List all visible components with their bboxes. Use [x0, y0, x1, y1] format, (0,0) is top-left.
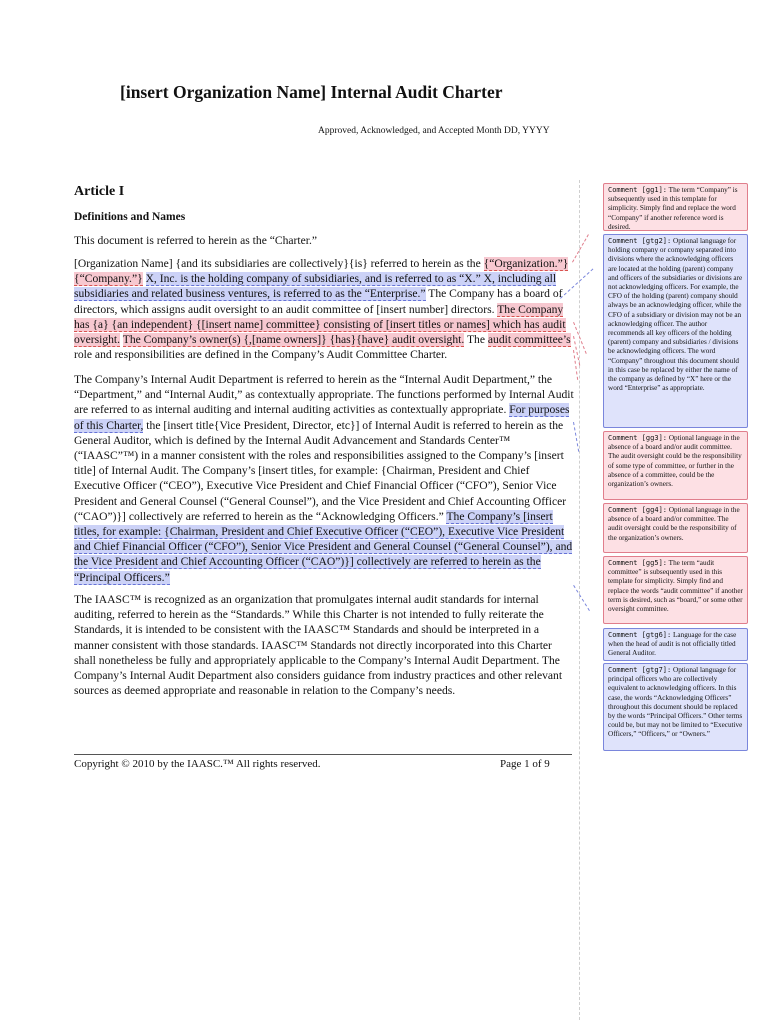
comment-text: Optional language for holding company or company separated into divisions where the acknowledging officers are located at the holding (parent) company and officers of the subsidiaries or divisions are not acknowledging officers. For example, the CFO of the holding (parent) company should always be an acknowledging officer, while the CFO of a subsidiary or division may not be an acknowledging officer. The author recommends all key officers of the holding (parent) company and subsidiaries / divisions be acknowledging officers. The word “Company” throughout this document should in this case be replaced by either the name of the company as defined by “X” here or the word “Enterprise” as appropriate. [608, 237, 743, 393]
text-run: [Organization Name] {and its subsidiaries are collectively}{is} referred to herein as the [74, 257, 484, 270]
comment-gtg6[interactable] [603, 628, 748, 661]
section-heading: Definitions and Names [74, 211, 186, 223]
comment-gg4[interactable] [603, 503, 748, 553]
comment-id: Comment [gtg7]: [608, 666, 672, 674]
text-run: The Company has a board of directors, which assigns audit oversight to an audit committee of [insert number] directors. [74, 287, 563, 316]
footer-copyright: Copyright © 2010 by the IAASC.™ All rights reserved. [74, 758, 321, 770]
comment-gg1[interactable] [603, 183, 748, 231]
comment-anchor-gg1[interactable]: {“Organization.”}{“Company.”} [74, 257, 569, 286]
footer-page-number: Page 1 of 9 [500, 758, 550, 770]
comment-text: Language for the case when the head of audit is not officially titled General Auditor. [608, 631, 737, 658]
comment-leader-line [572, 234, 589, 262]
comment-id: Comment [gg3]: [608, 434, 668, 442]
paragraph-standards: The IAASC™ is recognized as an organization that promulgates internal audit standards for internal auditing, referred to herein as the “Standards.” While this Charter is not intended to fully reiterate the Standards, it is intended to be consistent with the IAASC™ Standards and should be interpreted in a manner consistent with those standards. IAASC™ Standards not directly incorporated into this Charter shall nonetheless be fully and appropriately applicable to the Company’s Internal Audit Department. The Company’s Internal Audit Department also considers guidance from industry practices and other relevant sources as deemed appropriate and reasonable in relation to the Company’s needs. [74, 593, 563, 698]
comment-id: Comment [gg1]: [608, 186, 668, 194]
comment-gtg7[interactable] [603, 663, 748, 751]
comment-gg3[interactable] [603, 431, 748, 500]
text-run: The Company’s Internal Audit Department is referred to herein as the “Internal Audit Department,” the “Department,” and “Internal Audit,” as contextually appropriate. The functions performed by Internal Audit are referred to as internal auditing and internal auditing activities as contextually appropriate. [74, 373, 574, 417]
comment-id: Comment [gg4]: [608, 506, 668, 514]
comment-gg5[interactable] [603, 556, 748, 624]
document-title: [insert Organization Name] Internal Audit Charter [120, 82, 503, 102]
comment-id: Comment [gtg2]: [608, 237, 672, 245]
paragraph-charter: This document is referred to herein as the “Charter.” [74, 234, 318, 247]
comment-id: Comment [gtg6]: [608, 631, 672, 639]
comment-text: The term “Company” is subsequently used in this template for simplicity. Simply find and replace the word “Company” if another reference word is desired. [608, 186, 738, 231]
paragraph-organization [74, 256, 574, 362]
text-run: The [464, 333, 488, 347]
comment-anchor-gtg6[interactable]: For purposes of this Charter, [74, 403, 570, 432]
comment-anchor-gg3[interactable]: The Company has {a} {an independent} {[insert name] committee} consisting of [insert titles or names] which has audit oversight. [74, 302, 566, 347]
comment-text: Optional language for principal officers who are collectively equivalent to acknowledging officers. In this case, the words “Acknowledging Officers” throughout this document should be replaced by the words “Principal Officers.” Other terms could be, but may not be limited to “Executive Officers,” “Officers,” or “Owners.” [608, 666, 743, 739]
comment-id: Comment [gg5]: [608, 559, 668, 567]
footer-divider [74, 754, 572, 755]
comment-gtg2[interactable] [603, 234, 748, 428]
article-heading: Article I [74, 184, 125, 199]
comment-anchor-gtg7[interactable]: The Company’s [insert titles, for example: {Chairman, President and Chief Executive Officer (“CEO”), Executive Vice President and Chief Financial Officer (“CFO”), Senior Vice President and General Counsel (“General Counsel”), and the Vice President and Chief Accounting Officer (“CAO”)}] collectively are referred to herein as the “Principal Officers.” [74, 509, 573, 584]
text-run: the [insert title{Vice President, Director, etc}] of Internal Audit is referred to herein as the General Auditor, which is defined by the Internal Audit Advancement and Standards Center™ (“IAASC”™) in a manner consistent with the roles and responsibilities assigned to the Company’s [insert title] of Internal Audit. The Company’s [insert titles, for example: {Chairman, President and Chief Executive Officer (“CEO”), Executive Vice President and Chief Financial Officer (“CFO”), Senior Vice President and General Counsel (“General Counsel”), and the Vice President and Chief Accounting Officer (“CAO”)}] collectively are referred to herein as the “Acknowledging Officers.” [74, 418, 567, 523]
paragraph-internal-audit [74, 372, 574, 585]
comment-anchor-gtg2[interactable]: X, Inc. is the holding company of subsidiaries, and is referred to as “X.” X, including all subsidiaries and related business ventures, is referred to as the “Enterprise.” [74, 272, 557, 301]
comment-anchor-gg5[interactable]: audit committee’s [487, 333, 571, 347]
comment-text: Optional language in the absence of a board and/or audit committee. The audit oversight could be the responsibility of some type of committee, or further in the absence of a committee, could be the organization’s owners. [608, 434, 742, 489]
text-run: role and responsibilities are defined in the Company’s Audit Committee Charter. [74, 348, 448, 362]
comment-anchor-gg4[interactable]: The Company’s owner(s) {,[name owners]} {has}{have} audit oversight. [122, 333, 465, 347]
comment-text: Optional language in the absence of a board and/or committee. The audit oversight could be the responsibility of the organization’s owners. [608, 506, 740, 542]
comment-margin-divider [579, 180, 580, 1020]
comment-leader-line [573, 585, 590, 611]
comment-text: The term “audit committee” is subsequently used in this template for simplicity. Simply find and replace the words “audit committee” if another term is desired, such as “board,” or some other oversight committee. [608, 559, 743, 614]
approval-line: Approved, Acknowledged, and Accepted Month DD, YYYY [318, 126, 550, 136]
